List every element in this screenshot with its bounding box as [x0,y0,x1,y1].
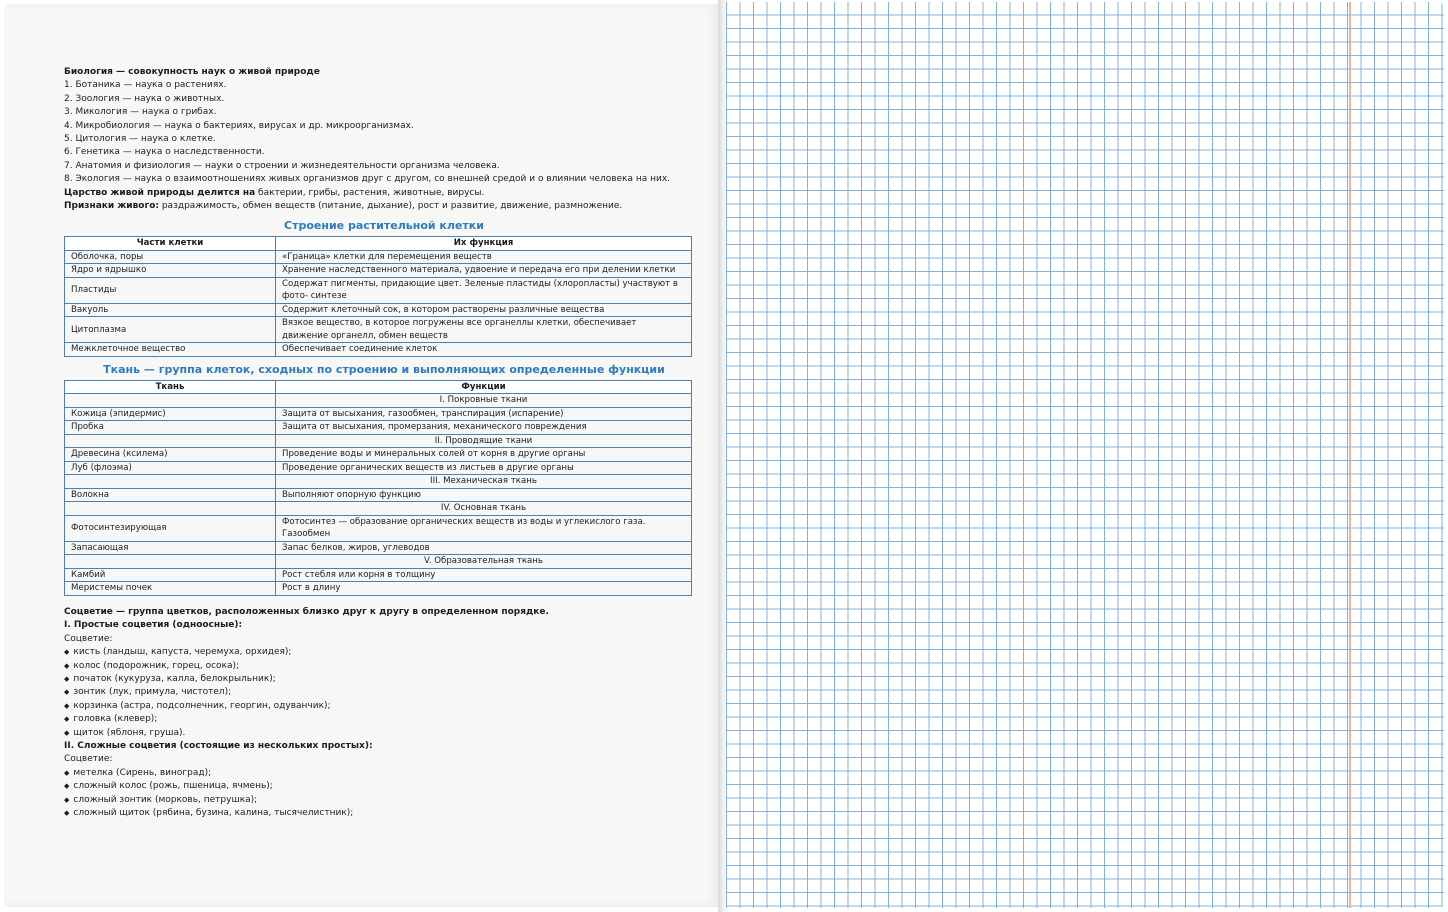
table-row [65,407,692,421]
signs-text: раздражимость, обмен веществ (питание, дыхание), рост и развитие, движение, размножение. [158,201,623,212]
table-row [65,448,692,462]
simple-label: Соцветие: [64,633,113,644]
table-cell: Ядро и ядрышко [65,264,276,278]
table-cell: Пластиды [65,277,276,303]
table-group-title: IV. Основная ткань [276,502,692,516]
table-cell: Пробка [65,421,276,435]
table-header: Части клетки [65,237,276,251]
tissue-table-title: Ткань — группа клеток, сходных по строению и выполняющих определенные функции [103,362,665,376]
table-cell: Запас белков, жиров, углеводов [276,541,692,555]
table-cell: Проведение органических веществ из листьев в другие органы [276,461,692,475]
table-header: Ткань [65,380,276,394]
list-item: 4. Микробиология — наука о бактериях, вирусах и др. микроорганизмах. [64,120,414,131]
table-group-title: II. Проводящие ткани [276,434,692,448]
intro-list [64,79,704,186]
list-item: ◆ сложный щиток (рябина, бузина, калина, тысячелистник); [64,807,704,820]
table-row [65,421,692,435]
table-cell: Цитоплазма [65,317,276,343]
table-row [65,317,692,343]
tissue-table [64,380,692,596]
table-cell: Оболочка, поры [65,250,276,264]
table-row [65,488,692,502]
table-cell: Камбий [65,568,276,582]
simple-title: I. Простые соцветия (одноосные): [64,620,243,631]
kingdom-label: Царство живой природы делится на [64,187,256,198]
list-item: 2. Зоология — наука о животных. [64,93,225,104]
table-group-title: III. Механическая ткань [276,475,692,489]
table-cell: Рост в длину [276,582,692,596]
table-row [65,264,692,278]
margin-line [1349,2,1351,908]
signs-line [64,200,704,213]
table-cell: Содержат пигменты, придающие цвет. Зеленые пластиды (хлоропласты) участвуют в фото- синтезе [276,277,692,303]
table-group-row [65,502,692,516]
list-item: 8. Экология — наука о взаимоотношениях живых организмов друг с другом, со внешней средой и о влиянии человека на них. [64,174,671,185]
table-row [65,515,692,541]
table-row [65,303,692,317]
cell-table-title: Строение растительной клетки [284,219,484,233]
table-row [65,343,692,357]
list-item: 7. Анатомия и физиология — науки о строении и жизнедеятельности организма человека. [64,160,500,171]
table-cell: Защита от высыхания, газообмен, транспирация (испарение) [276,407,692,421]
table-group-row [65,555,692,569]
right-page-grid [726,2,1444,908]
inflorescence-definition: Соцветие — группа цветков, расположенных близко друг к другу в определенном порядке. [64,606,549,617]
list-item: 3. Микология — наука о грибах. [64,107,217,118]
table-cell: Меристемы почек [65,582,276,596]
table-cell: Волокна [65,488,276,502]
list-item: ◆ зонтик (лук, примула, чистотел); [64,686,704,699]
table-cell: Древесина (ксилема) [65,448,276,462]
table-group-title: V. Образовательная ткань [276,555,692,569]
list-item: ◆ початок (кукуруза, калла, белокрыльник); [64,673,704,686]
list-item: ◆ сложный зонтик (морковь, петрушка); [64,794,704,807]
table-cell: Содержит клеточный сок, в котором растворены различные вещества [276,303,692,317]
list-item: ◆ головка (клевер); [64,713,704,726]
table-cell: Луб (флоэма) [65,461,276,475]
list-item: 1. Ботаника — наука о растениях. [64,80,227,91]
list-item: ◆ колос (подорожник, горец, осока); [64,660,704,673]
list-item: ◆ сложный колос (рожь, пшеница, ячмень); [64,780,704,793]
list-item: ◆ метелка (Сирень, виноград); [64,767,704,780]
table-header-row [65,380,692,394]
table-cell: Рост стебля или корня в толщину [276,568,692,582]
intro-heading: Биология — совокупность наук о живой природе [64,67,320,77]
table-cell: Выполняют опорную функцию [276,488,692,502]
table-row [65,541,692,555]
complex-title: II. Сложные соцветия (состоящие из нескольких простых): [64,741,373,752]
list-item: ◆ щиток (яблоня, груша). [64,727,704,740]
table-row [65,461,692,475]
table-group-row [65,475,692,489]
table-cell: Межклеточное вещество [65,343,276,357]
table-cell: Фотосинтезирующая [65,515,276,541]
table-cell: Вакуоль [65,303,276,317]
table-cell: Запасающая [65,541,276,555]
table-cell: Фотосинтез — образование органических веществ из воды и углекислого газа. Газообмен [276,515,692,541]
table-cell: Хранение наследственного материала, удвоение и передача его при делении клетки [276,264,692,278]
complex-label: Соцветие: [64,754,113,765]
table-row [65,582,692,596]
table-cell: Проведение воды и минеральных солей от корня в другие органы [276,448,692,462]
kingdom-text: бактерии, грибы, растения, животные, вирусы. [255,187,485,198]
signs-label: Признаки живого: [64,201,159,212]
table-header-row [65,237,692,251]
table-cell: Вязкое вещество, в которое погружены все органеллы клетки, обеспечивает движение органелл, обмен веществ [276,317,692,343]
kingdom-line [64,187,704,200]
cell-table [64,236,692,357]
page-content [64,66,704,820]
left-page [4,4,720,907]
list-item: ◆ корзинка (астра, подсолнечник, георгин, одуванчик); [64,700,704,713]
table-group-row [65,434,692,448]
table-row [65,568,692,582]
table-group-title: I. Покровные ткани [276,394,692,408]
table-cell: Защита от высыхания, промерзания, механического повреждения [276,421,692,435]
list-item: ◆ кисть (ландыш, капуста, черемуха, орхидея); [64,646,704,659]
table-group-row [65,394,692,408]
list-item: 6. Генетика — наука о наследственности. [64,147,265,158]
table-header: Функции [276,380,692,394]
table-cell: «Граница» клетки для перемещения веществ [276,250,692,264]
table-row [65,277,692,303]
list-item: 5. Цитология — наука о клетке. [64,134,216,145]
table-row [65,250,692,264]
table-cell: Обеспечивает соединение клеток [276,343,692,357]
table-header: Их функция [276,237,692,251]
table-cell: Кожица (эпидермис) [65,407,276,421]
